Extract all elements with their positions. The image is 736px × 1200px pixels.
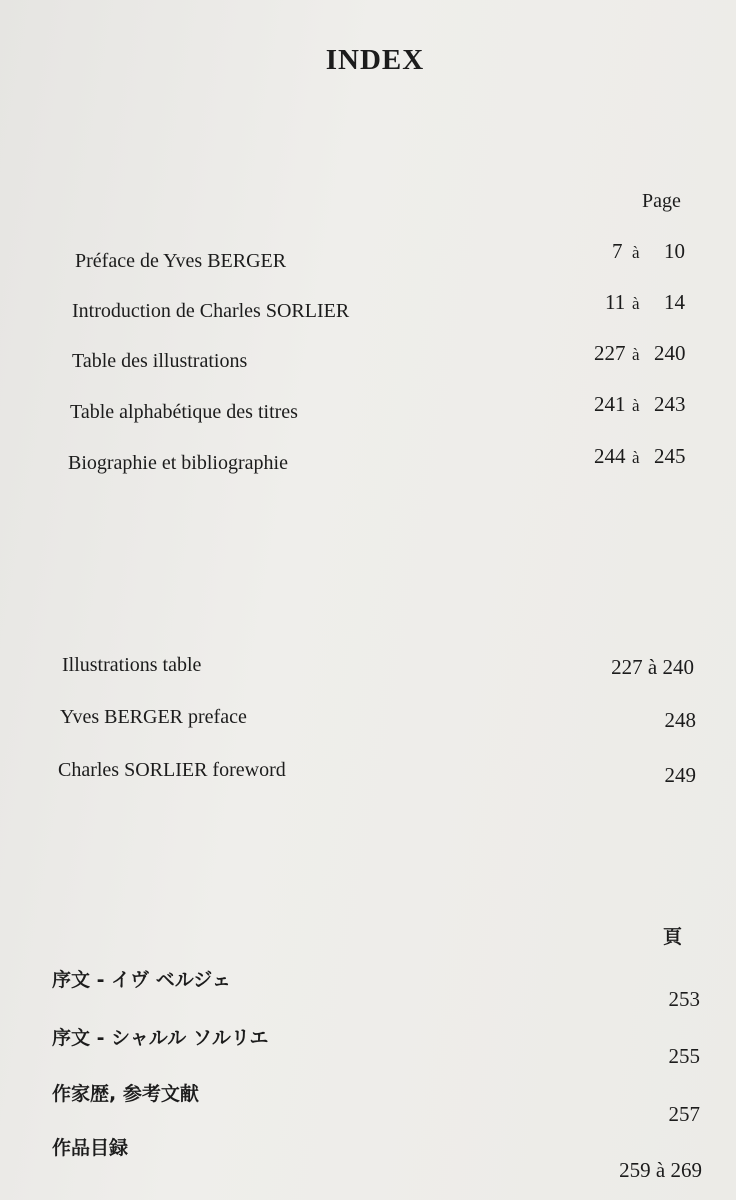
french-entry-end-biography: 245 (654, 444, 686, 468)
english-entry-pages-foreword: 249 (664, 763, 696, 787)
page-title: INDEX (325, 44, 425, 76)
english-entry-label-preface: Yves BERGER preface (60, 706, 247, 728)
french-entry-end-titles: 243 (654, 392, 686, 416)
french-page-header: Page (642, 190, 681, 212)
french-entry-start-preface: 7 (612, 239, 623, 263)
japanese-entry-label-preface-berger: 序文 - イヴ ベルジェ (52, 969, 231, 991)
japanese-entry-label-catalogue: 作品目録 (52, 1137, 129, 1159)
japanese-entry-pages-preface-berger: 253 (668, 987, 700, 1011)
french-entry-sep-biography: à (632, 448, 640, 467)
japanese-entry-pages-preface-sorlier: 255 (668, 1044, 700, 1068)
french-entry-label-titles: Table alphabétique des titres (70, 401, 298, 423)
english-entry-pages-illustrations: 227 à 240 (611, 655, 694, 679)
french-entry-end-illustrations: 240 (654, 341, 686, 365)
japanese-page-header: 頁 (663, 926, 683, 948)
japanese-entry-label-preface-sorlier: 序文 - シャルル ソルリエ (52, 1027, 269, 1049)
french-entry-sep-titles: à (632, 396, 640, 415)
english-entry-pages-preface: 248 (664, 708, 696, 732)
french-entry-label-introduction: Introduction de Charles SORLIER (72, 300, 350, 322)
french-entry-start-titles: 241 (594, 392, 626, 416)
french-entry-end-preface: 10 (664, 239, 685, 263)
french-entry-label-preface: Préface de Yves BERGER (75, 250, 287, 272)
french-entry-sep-illustrations: à (632, 345, 640, 364)
french-entry-start-introduction: 11 (605, 290, 626, 314)
japanese-entry-label-biography: 作家歴, 参考文献 (52, 1083, 199, 1105)
english-entry-label-illustrations: Illustrations table (62, 654, 202, 676)
french-entry-sep-preface: à (632, 243, 640, 262)
french-entry-end-introduction: 14 (664, 290, 685, 314)
french-entry-start-biography: 244 (594, 444, 626, 468)
french-entry-start-illustrations: 227 (594, 341, 626, 365)
french-entry-label-illustrations: Table des illustrations (72, 350, 248, 372)
french-entry-label-biography: Biographie et bibliographie (68, 452, 288, 474)
english-entry-label-foreword: Charles SORLIER foreword (58, 759, 286, 781)
french-entry-sep-introduction: à (632, 294, 640, 313)
japanese-entry-pages-catalogue: 259 à 269 (619, 1158, 702, 1182)
japanese-entry-pages-biography: 257 (668, 1102, 700, 1126)
